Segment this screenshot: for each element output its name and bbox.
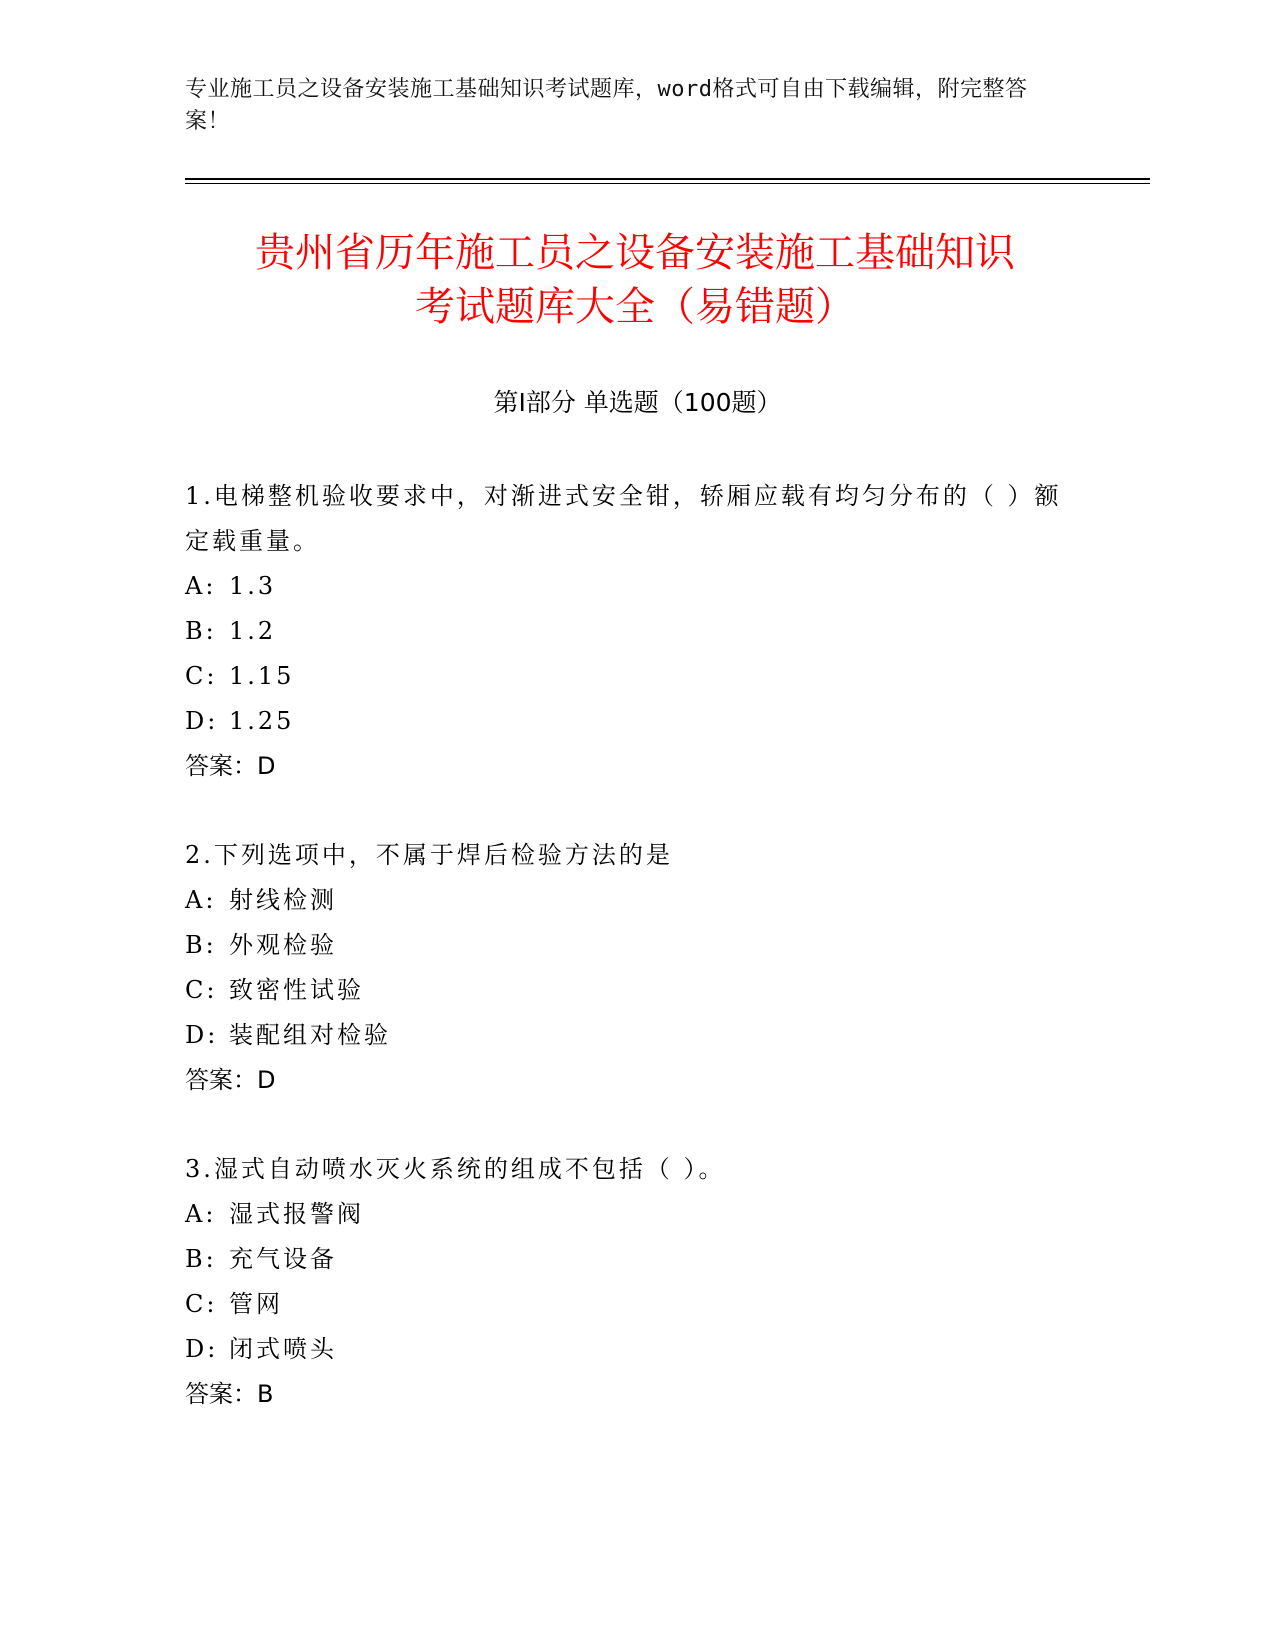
option-d [185, 1327, 1065, 1372]
option-key: D: [185, 1335, 219, 1363]
section-heading: 第Ⅰ部分 单选题（100题） [493, 388, 782, 417]
option-key: C: [185, 662, 218, 690]
option-key: C: [185, 976, 218, 1004]
option-a [185, 564, 1065, 609]
option-c [185, 654, 1065, 699]
document-title [185, 226, 1085, 334]
option-b [185, 1237, 1065, 1282]
option-value: 外观检验 [229, 931, 337, 959]
option-value: 充气设备 [229, 1245, 337, 1273]
option-c [185, 1282, 1065, 1327]
option-value: 1.25 [229, 707, 295, 735]
option-value: 闭式喷头 [229, 1335, 337, 1363]
option-value: 1.3 [229, 572, 277, 600]
option-value: 射线检测 [229, 886, 337, 914]
question-list [185, 474, 1065, 1461]
option-c [185, 968, 1065, 1013]
answer-text: 答案：B [185, 1380, 274, 1408]
question-item [185, 474, 1065, 789]
option-key: B: [185, 1245, 217, 1273]
option-key: B: [185, 617, 217, 645]
option-a [185, 878, 1065, 923]
question-text: 2.下列选项中，不属于焊后检验方法的是 [185, 841, 673, 869]
option-d [185, 699, 1065, 744]
document-title-line-1: 贵州省历年施工员之设备安装施工基础知识 [255, 230, 1015, 276]
question-item [185, 1147, 1065, 1417]
header-divider-thick [185, 178, 1150, 180]
option-d [185, 1013, 1065, 1058]
option-key: D: [185, 1021, 219, 1049]
question-item [185, 833, 1065, 1103]
option-value: 管网 [229, 1290, 283, 1318]
answer-text: 答案：D [185, 752, 276, 780]
option-a [185, 1192, 1065, 1237]
question-text: 1.电梯整机验收要求中，对渐进式安全钳，轿厢应载有均匀分布的（ ）额定载重量。 [185, 482, 1062, 555]
header-divider-thin [185, 183, 1150, 184]
option-key: C: [185, 1290, 218, 1318]
question-text: 3.湿式自动喷水灭火系统的组成不包括（ ）。 [185, 1155, 726, 1183]
option-b [185, 609, 1065, 654]
document-title-line-2: 考试题库大全（易错题） [415, 284, 855, 330]
option-b [185, 923, 1065, 968]
option-value: 1.2 [229, 617, 277, 645]
option-key: A: [185, 886, 217, 914]
option-key: D: [185, 707, 219, 735]
option-key: A: [185, 572, 217, 600]
answer-text: 答案：D [185, 1066, 276, 1094]
option-value: 装配组对检验 [229, 1021, 391, 1049]
option-value: 致密性试验 [229, 976, 364, 1004]
option-key: A: [185, 1200, 217, 1228]
option-value: 湿式报警阀 [229, 1200, 364, 1228]
option-value: 1.15 [229, 662, 295, 690]
option-key: B: [185, 931, 217, 959]
header-note: 专业施工员之设备安装施工基础知识考试题库，word格式可自由下载编辑，附完整答案！ [185, 77, 1028, 134]
